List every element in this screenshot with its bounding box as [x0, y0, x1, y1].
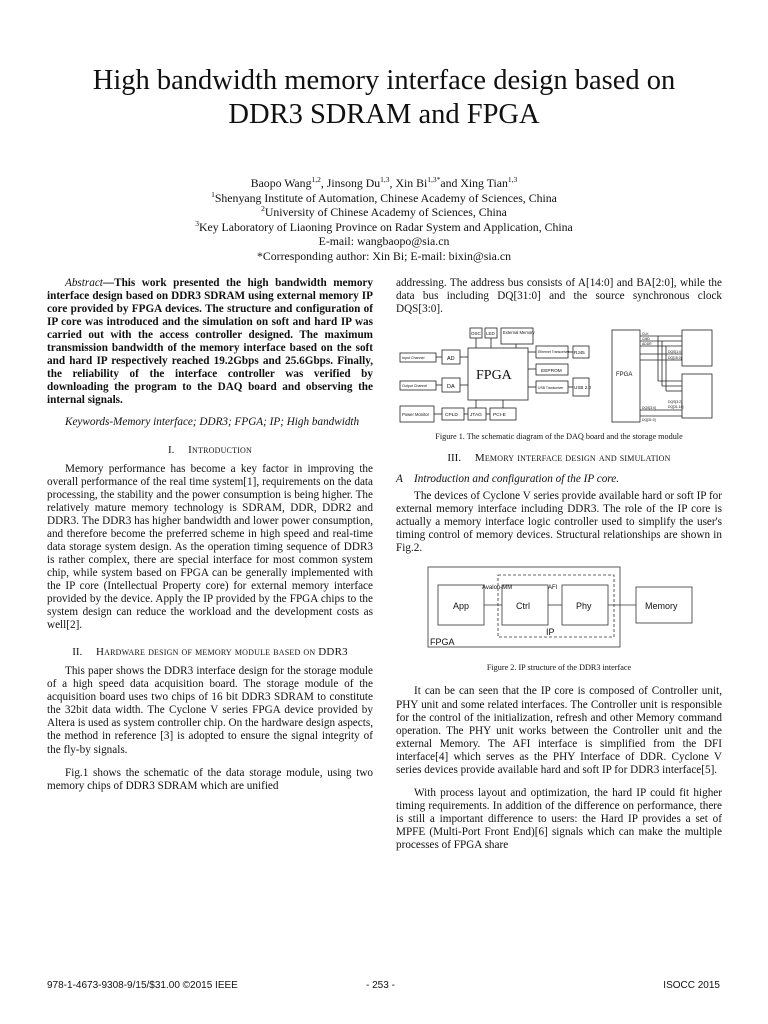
author-sup: 1,3 [507, 175, 518, 185]
subsection-letter: A [396, 473, 403, 486]
footer-isbn: 978-1-4673-9308-9/15/$31.00 ©2015 IEEE [47, 980, 238, 991]
ddr3-chip-2-box [682, 374, 712, 418]
ad-label: AD [447, 356, 455, 363]
author-email: E-mail: wangbaopo@sia.cn [318, 234, 450, 249]
section-number: I. [167, 443, 175, 456]
abstract-label: Abstract [65, 277, 103, 289]
paper-title [0, 64, 768, 132]
usb-label: USB 2.0 [574, 385, 592, 391]
section-number: II. [72, 646, 83, 659]
figure-2-caption: Figure 2. IP structure of the DDR3 interface [486, 663, 632, 673]
ctrl-label: Ctrl [516, 601, 530, 612]
sig-dqs0-label: DQS[3:0] [642, 406, 656, 411]
figure-2 [396, 563, 722, 657]
abstract [47, 277, 373, 407]
external-memory-label: External Memory [503, 330, 535, 336]
phy-label: Phy [576, 601, 592, 612]
author-block [0, 176, 768, 264]
section-title: Introduction [188, 443, 252, 456]
sig-dqs3-label: DQS[3:2] [668, 400, 682, 405]
author-name: Jinsong Du [326, 176, 381, 190]
section-heading-2 [47, 646, 373, 659]
led-label: LED [486, 331, 495, 337]
section-title: Hardware design of memory module based on DDR3 [96, 646, 348, 659]
fpga-label: FPGA [476, 368, 512, 384]
jtag-label: JTAG [470, 413, 482, 419]
figure-1 [396, 326, 722, 426]
daq-schematic-diagram [396, 326, 722, 426]
affiliation-text: Key Laboratory of Liaoning Province on Radar System and Application, China [198, 219, 573, 234]
keywords: Keywords-Memory interface; DDR3; FPGA; IP; High bandwidth [65, 416, 360, 429]
da-label: DA [447, 384, 455, 391]
ip-label: IP [546, 627, 555, 638]
ip-core-paragraph-2: It can be can seen that the IP core is composed of Controller unit, PHY unit and some related interfaces. The Controller unit is responsible for the control of the initialization, refresh and other Memory command operation. The PHY unit works between the Controller unit and the external Memory. The AFI interface is simplified from the DFI interface[4] which serves as the PHY Interface of DDR. Cyclone V series devices provide available hard and soft IP for DDR3 interface[5]. [396, 685, 722, 776]
author-sep: and [440, 176, 461, 190]
ip-core-paragraph-3: With process layout and optimization, the hard IP could fit higher timing requirements. In addition of the difference on performance, there is still a important difference to users: the Hard IP provides a set of MPFE (Multi-Port Front End)[6] signals which can make the multiple processes of FPGA share [396, 786, 722, 851]
author-sup: 1,3* [427, 175, 441, 185]
section-heading-3 [396, 452, 722, 465]
corresponding-author: *Corresponding author: Xin Bi; E-mail: bixin@sia.cn [257, 248, 511, 263]
section-number: III. [447, 452, 462, 465]
abstract-dash: — [102, 277, 115, 289]
pcie-label: PCI-E [493, 413, 506, 419]
sig-addr-label: ADDR [642, 342, 652, 347]
sig-cmd-label: CMD [642, 337, 650, 342]
rj45-label: RJ45 [574, 350, 585, 356]
ethernet-transceiver-label: Ethernet Transceiver [538, 350, 570, 355]
author-sep: , [389, 176, 396, 190]
sig-dq1-label: DQ[15:0] [668, 356, 682, 361]
storage-fpga-label: FPGA [616, 372, 633, 379]
paragraph-gap [396, 777, 722, 787]
section-title: Memory interface design and simulation [474, 452, 671, 465]
afi-label: AFI [548, 585, 558, 592]
affiliation-sup: 2 [261, 204, 265, 214]
footer-page-number: - 253 - [366, 980, 395, 991]
ddr3-chip-1-box [682, 330, 712, 366]
abstract-text: This work presented the high bandwidth memory interface design based on DDR3 SDRAM using external memory IP core provided by FPGA devices. The structure and configuration of IP core was introduced and the simulation on soft and hard IP was carried out with the access controller designed. The maximum transmission bandwidth of the memory interface based on the soft and hard IP respectively reached 19.2Gbps and 25.6Gbps. Finally, the reliability of the interface controller was verified by downloading the program to the DAQ board and observing the internal signals. [47, 277, 373, 407]
address-paragraph: addressing. The address bus consists of A[14:0] and BA[2:0], while the data bus including DQ[31:0] and the source synchronous clock DQS[3:0]. [396, 277, 722, 316]
ip-structure-diagram [396, 563, 722, 657]
author-name: Xing Tian [460, 176, 508, 190]
affiliation-sup: 1 [211, 189, 215, 199]
figure-1-caption: Figure 1. The schematic diagram of the DAQ board and the storage module [435, 432, 683, 442]
author-sup: 1,2 [311, 175, 321, 185]
affiliation-1 [0, 191, 768, 206]
author-sep: , [320, 176, 327, 190]
sig-clk-label: CLK [642, 332, 649, 337]
hardware-paragraph-2: Fig.1 shows the schematic of the data storage module, using two memory chips of DDR3 SDRAM which are unified [47, 766, 373, 792]
sig-dq3-label: DQ[31:16] [668, 405, 684, 410]
ip-core-paragraph-1: The devices of Cyclone V series provide available hard or soft IP for external memory interface including DDR3. The role of the IP core is actually a memory interface logic controller used to simplify the user's timing control of memory devices. Structural relationships are shown in Fig.2. [396, 490, 722, 555]
eeprom-label: EEPROM [541, 369, 562, 375]
input-channel-label: Input Channel [402, 356, 425, 361]
author-name: Baopo Wang [250, 176, 312, 190]
subsection-title: Introduction and configuration of the IP core. [414, 473, 620, 486]
author-name: Xin Bi [395, 176, 428, 190]
left-column [47, 277, 373, 793]
affiliation-3 [0, 220, 768, 235]
title-line-2: DDR3 SDRAM and FPGA [228, 99, 540, 130]
right-column [396, 277, 722, 852]
sig-dqs1-label: DQS[1:0] [668, 350, 682, 355]
paragraph-gap [47, 757, 373, 767]
fpga-label: FPGA [430, 637, 455, 648]
app-label: App [453, 601, 470, 612]
subsection-heading-a [396, 473, 722, 486]
affiliation-2 [0, 205, 768, 220]
affiliation-sup: 3 [195, 218, 199, 228]
author-list [0, 176, 768, 191]
memory-label: Memory [645, 601, 678, 612]
avalon-label: Avalon-MM [482, 585, 513, 592]
usb-transceiver-label: USB Transceiver [538, 386, 564, 391]
output-channel-label: Output Channel [402, 384, 428, 389]
sig-dq0-label: DQ[31:0] [642, 418, 656, 423]
section-heading-1 [47, 444, 373, 457]
hardware-paragraph-1: This paper shows the DDR3 interface design for the storage module of a high speed data acquisition board. The storage module of the acquisition board uses two chips of 16 bit DDR3 SDRAM to constitute the 32bit data width. The Cyclone V series FPGA device provided by Altera is used as system controller chip. On the hardware design aspects, the method in reference [3] is adopted to ensure the signal integrity of the fly-by signals. [47, 665, 373, 756]
power-monitor-label: Power Monitor [402, 412, 429, 418]
author-sup: 1,3 [380, 175, 390, 185]
affiliation-text: University of Chinese Academy of Sciences, China [264, 205, 507, 220]
cpld-label: CPLD [445, 413, 458, 419]
intro-paragraph: Memory performance has become a key factor in improving the overall performance of the real time system[1], requirements on the data processing, the stability and the power consumption is being higher. The relatively mature memory technology is SDRAM, DDR, DDR2 and DDR3. The DDR3 has higher bandwidth and lower power consumption, and therefore become the preferred scheme in high speed and real-time data storage system design. As the operation timing sequence of DDR3 is rather complex, there are special interface for most common system chip, while system based on FPGA can be generally implemented with the IP core (Intellectual Property core) for external memory interface provided by the device. Apply the IP provided by the FPGA chips to the system design can reduce the workload and the development costs as well[2]. [47, 462, 373, 632]
footer-conference: ISOCC 2015 [663, 980, 720, 991]
affiliation-text: Shenyang Institute of Automation, Chinese Academy of Sciences, China [214, 190, 557, 205]
osc-label: OSC [471, 331, 481, 337]
title-line-1: High bandwidth memory interface design based on [92, 65, 676, 96]
